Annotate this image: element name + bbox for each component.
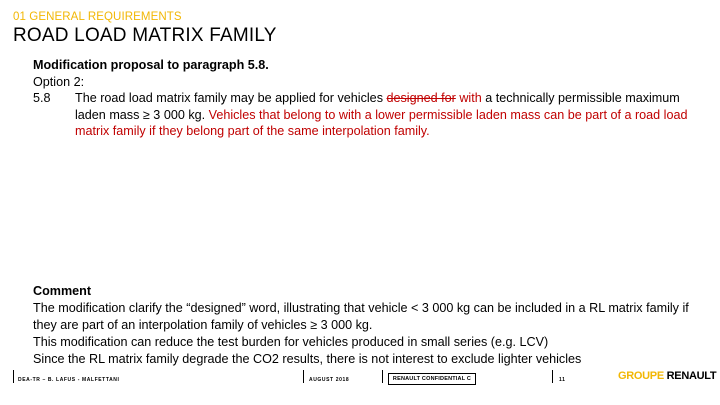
page-number: 11 bbox=[559, 377, 566, 383]
footer-divider bbox=[552, 370, 553, 383]
paragraph-text bbox=[75, 90, 693, 140]
comment-heading: Comment bbox=[33, 284, 92, 298]
paragraph-number: 5.8 bbox=[33, 91, 51, 105]
footer-department: DEA-TR – B. LAFUS - MALFETTANI bbox=[18, 377, 120, 383]
groupe-renault-logo bbox=[618, 370, 716, 382]
inserted-text-2: Vehicles that belong to with a lower permissible laden mass can be part of a road load matrix family if they belong part of the same interpolation family. bbox=[75, 107, 688, 138]
comment-line-1: The modification clarify the “designed” word, illustrating that vehicle < 3 000 kg can be included in a RL matrix family if they are part of an interpolation family of vehicles ≥ 3 000 kg. bbox=[33, 301, 689, 332]
comment-block bbox=[33, 283, 703, 368]
footer-divider bbox=[13, 370, 14, 383]
footer-divider bbox=[382, 370, 383, 383]
paragraph-5-8 bbox=[33, 90, 693, 140]
proposal-block bbox=[33, 57, 693, 140]
deleted-text: designed for bbox=[386, 91, 456, 105]
footer-date: AUGUST 2018 bbox=[309, 377, 350, 383]
text-part-2: a technically permissible maximum laden mass ≥ 3 000 kg. bbox=[75, 91, 680, 122]
page-title: ROAD LOAD MATRIX FAMILY bbox=[13, 25, 277, 46]
comment-line-2: This modification can reduce the test burden for vehicles produced in small series (e.g. LCV) bbox=[33, 335, 549, 349]
footer-divider bbox=[303, 370, 304, 383]
text-part-1: The road load matrix family may be applied for vehicles bbox=[75, 91, 387, 105]
proposal-heading: Modification proposal to paragraph 5.8. bbox=[33, 58, 269, 72]
confidentiality-badge: RENAULT CONFIDENTIAL C bbox=[388, 373, 476, 385]
inserted-text-1: with bbox=[455, 91, 482, 105]
footer bbox=[0, 370, 720, 394]
comment-line-3: Since the RL matrix family degrade the CO2 results, there is not interest to exclude lighter vehicles bbox=[33, 352, 582, 366]
brand-renault: RENAULT bbox=[666, 370, 717, 382]
option-label: Option 2: bbox=[33, 74, 85, 89]
section-label: 01 GENERAL REQUIREMENTS bbox=[13, 11, 182, 23]
brand-groupe: GROUPE bbox=[618, 370, 664, 382]
